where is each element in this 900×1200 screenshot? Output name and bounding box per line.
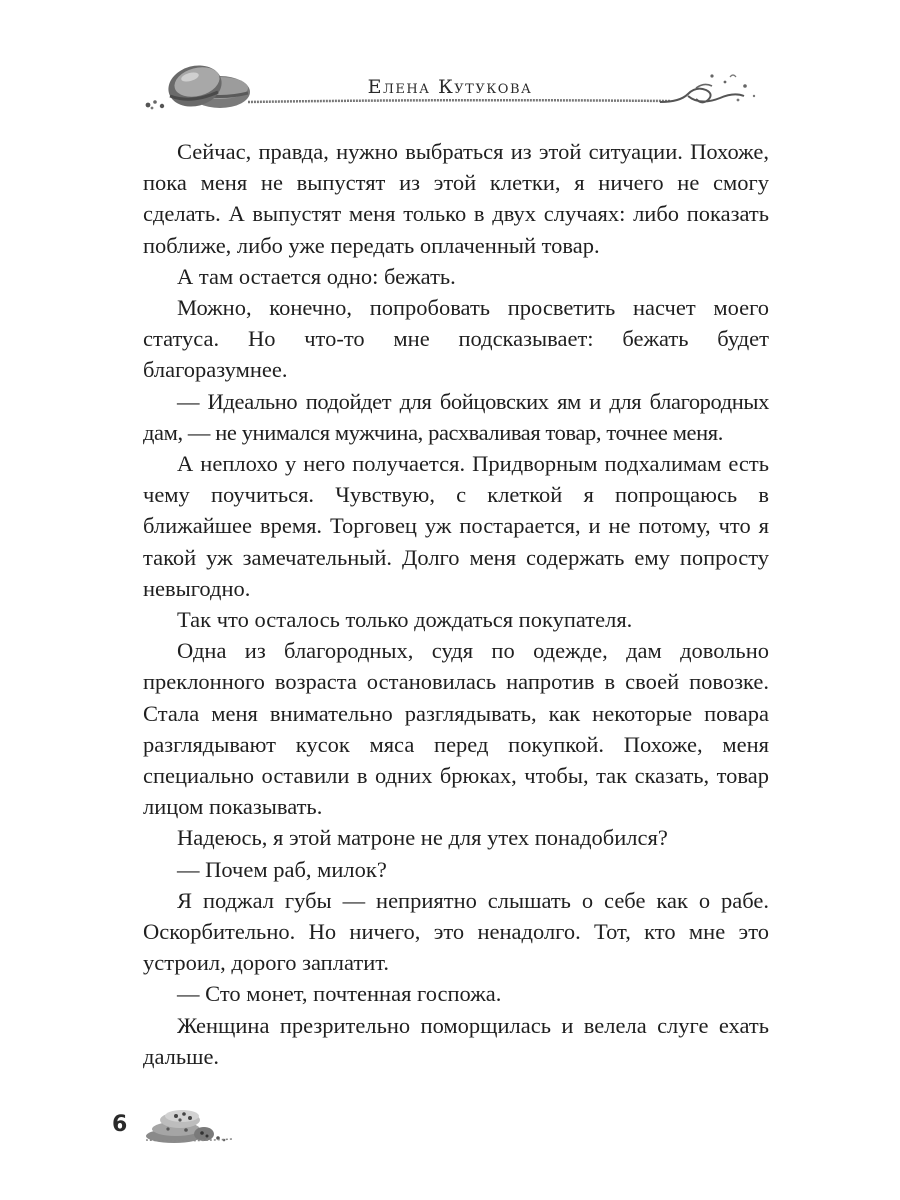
paragraph: — Почем раб, милок?: [177, 856, 387, 882]
paragraph: Одна из благородных, судя по одежде, дам довольно преклонного возраста остановилась напротив в своей повозке. Стала меня внимательно разглядывать, как некоторые повара разглядывают кусок мяса перед покупкой. Похоже, меня специально оставили в одних брюках, чтобы, так сказать, товар лицом показывать.: [143, 638, 769, 820]
paragraph: Надеюсь, я этой матроне не для утех понадобился?: [177, 825, 668, 851]
paragraph: — Сто монет, почтенная госпожа.: [177, 981, 502, 1007]
paragraph: Женщина презрительно поморщилась и велела слуге ехать дальше.: [143, 1012, 769, 1069]
paragraph: Можно, конечно, попробовать просветить насчет моего статуса. Но что-то мне подсказывает: бежать будет благоразумнее.: [143, 295, 769, 383]
paragraph: Сейчас, правда, нужно выбраться из этой ситуации. Похоже, пока меня не выпустят из этой клетки, я ничего не смогу сделать. А выпустят меня только в двух случаях: либо показать поближе, либо уже передать оплаченный товар.: [143, 139, 769, 258]
paragraph: — Идеально подойдет для бойцовских ям и для благородных дам, — не унимался мужчина, расхваливая товар, точнее меня.: [143, 388, 769, 445]
cookie-stack-icon: [142, 1098, 252, 1148]
page-footer: [112, 1098, 252, 1148]
page-number: 6: [112, 1112, 128, 1137]
paragraph: Я поджал губы — неприятно слышать о себе как о рабе. Оскорбительно. Но ничего, это ненадолго. Тот, кто мне это устроил, дорого заплатит.: [143, 887, 769, 976]
paragraph: А неплохо у него получается. Придворным подхалимам есть чему поучиться. Чувствую, с клеткой я попрощаюсь в ближайшее время. Торговец уж постарается, и не потому, что я такой уж замечательный. Долго меня содержать ему попросту невыгодно.: [143, 451, 769, 601]
body-text: [143, 136, 769, 1072]
running-title: Елена Кутукова: [367, 76, 533, 98]
paragraph: А там остается одно: бежать.: [177, 263, 456, 289]
paragraph: Так что осталось только дождаться покупателя.: [177, 607, 633, 633]
running-header: [140, 52, 760, 122]
